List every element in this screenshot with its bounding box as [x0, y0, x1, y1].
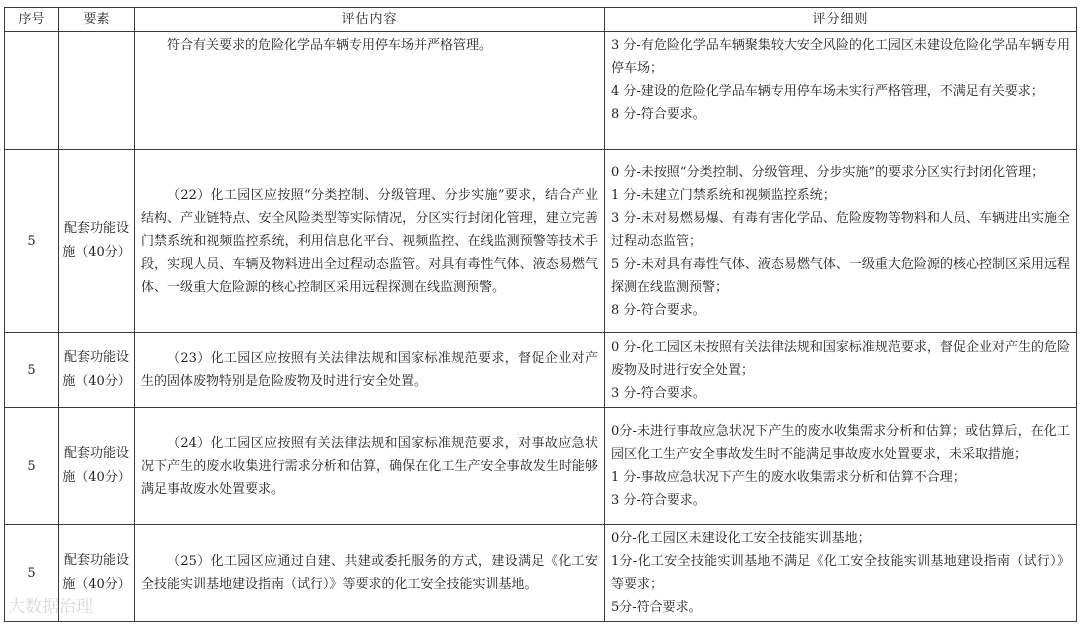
detail-line: 0分-未进行事故应急状况下产生的废水收集需求分析和估算；或估算后，在化工园区化工生产安全事故发生时不能满足事故废水处置要求，未采取措施； — [611, 424, 1070, 462]
detail-line: 0 分-未按照“分类控制、分级管理、分步实施”的要求分区实行封闭化管理； — [611, 164, 1045, 180]
row-detail — [605, 333, 1077, 408]
detail-line: 3 分-符合要求。 — [611, 493, 706, 508]
detail-line: 5 分-未对具有毒性气体、液态易燃气体、一级重大危险源的核心控制区采用远程探测在线监测预警； — [611, 256, 1070, 295]
detail-line: 0分-化工园区未建设化工安全技能实训基地； — [611, 531, 871, 546]
row-content — [135, 408, 605, 525]
detail-line: 3 分-有危险化学品车辆聚集较大安全风险的化工园区未建设危险化学品车辆专用停车场； — [611, 38, 1070, 76]
row-element: 配套功能设施（40分） — [59, 408, 135, 525]
row-content — [135, 150, 605, 333]
detail-line: 0 分-化工园区未按照有关法律法规和国家标准规范要求，督促企业对产生的危险废物及时进行安全处置； — [611, 339, 1070, 378]
detail-line: 1 分-未建立门禁系统和视频监控系统； — [611, 187, 836, 203]
table-row — [5, 150, 1077, 333]
detail-line: 1分-化工安全技能实训基地不满足《化工安全技能实训基地建设指南（试行）》等要求； — [611, 554, 1070, 592]
row-no: 5 — [5, 333, 59, 408]
table-row — [5, 525, 1077, 622]
detail-line: 1 分-事故应急状况下产生的废水收集需求分析和估算不合理； — [611, 470, 966, 485]
detail-line: 3 分-符合要求。 — [611, 385, 706, 401]
row-content — [135, 32, 605, 150]
row-element — [59, 32, 135, 150]
content-text: （25）化工园区应通过自建、共建或委托服务的方式，建设满足《化工安全技能实训基地建设指南（试行）》等要求的化工安全技能实训基地。 — [141, 554, 598, 592]
watermark: 大数据治理 — [8, 597, 93, 617]
row-element: 配套功能设施（40分） — [59, 333, 135, 408]
table-row — [5, 32, 1077, 150]
table-row — [5, 333, 1077, 408]
header-detail: 评分细则 — [605, 8, 1077, 32]
row-content — [135, 333, 605, 408]
row-element: 配套功能设施（40分） — [59, 150, 135, 333]
content-text: （24）化工园区应按照有关法律法规和国家标准规范要求，对事故应急状况下产生的废水收集进行需求分析和估算，确保在化工生产安全事故发生时能够满足事故废水处置要求。 — [141, 435, 598, 497]
table-row — [5, 408, 1077, 525]
detail-line: 3 分-未对易燃易爆、有毒有害化学品、危险废物等物料和人员、车辆进出实施全过程动态监管； — [611, 210, 1070, 249]
content-text: 符合有关要求的危险化学品车辆专用停车场并严格管理。 — [167, 38, 493, 53]
content-text: （23）化工园区应按照有关法律法规和国家标准规范要求，督促企业对产生的固体废物特别是危险废物及时进行安全处置。 — [141, 351, 598, 389]
row-element: 配套功能设施（40分） — [59, 525, 135, 622]
row-no: 5 — [5, 150, 59, 333]
header-no: 序号 — [5, 8, 59, 32]
row-detail — [605, 408, 1077, 525]
evaluation-table — [4, 7, 1077, 622]
row-detail — [605, 150, 1077, 333]
table-header-row — [5, 8, 1077, 32]
header-content: 评估内容 — [135, 8, 605, 32]
row-content — [135, 525, 605, 622]
detail-line: 8 分-符合要求。 — [611, 107, 706, 122]
row-no — [5, 32, 59, 150]
row-no: 5 — [5, 408, 59, 525]
detail-line: 8 分-符合要求。 — [611, 302, 706, 318]
detail-line: 4 分-建设的危险化学品车辆专用停车场未实行严格管理，不满足有关要求； — [611, 84, 1044, 99]
row-no: 5 — [5, 525, 59, 622]
header-element: 要素 — [59, 8, 135, 32]
row-detail — [605, 32, 1077, 150]
detail-line: 5分-符合要求。 — [611, 600, 702, 615]
row-detail — [605, 525, 1077, 622]
content-text: （22）化工园区应按照“分类控制、分级管理、分步实施”要求，结合产业结构、产业链特点、安全风险类型等实际情况，分区实行封闭化管理，建立完善门禁系统和视频监控系统，利用信息化平台、视频监控、在线监测预警等技术手段，实现人员、车辆及物料进出全过程动态监管。对具有毒性气体、液态易燃气体、一级重大危险源的核心控制区采用远程探测在线监测预警。 — [141, 187, 598, 295]
